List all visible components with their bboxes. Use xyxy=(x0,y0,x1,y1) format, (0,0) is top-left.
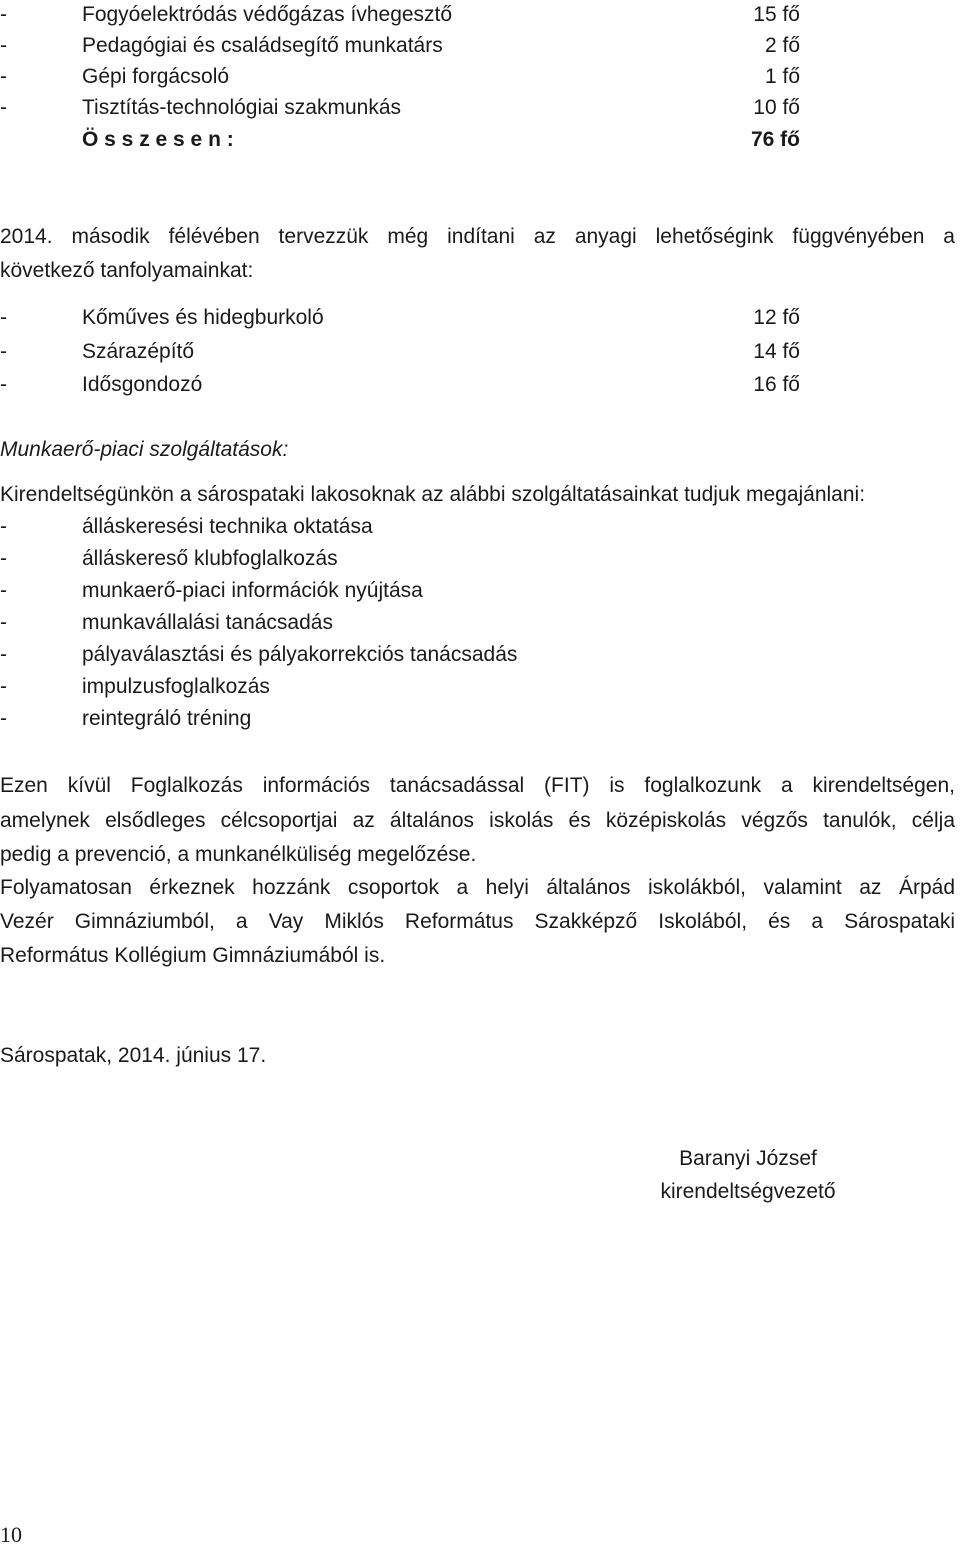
list-dash: - xyxy=(0,611,7,634)
list-dash: - xyxy=(0,675,7,698)
list-label: Fogyóelektródás védőgázas ívhegesztő xyxy=(82,3,453,26)
paragraph-line: Vezér Gimnáziumból, a Vay Miklós Református Szakképző Iskolából, és a Sárospataki xyxy=(0,910,955,933)
list-count: 2 fő xyxy=(764,34,800,57)
list-dash: - xyxy=(0,373,7,396)
list-label: Szárazépítő xyxy=(82,340,195,363)
list-count: 12 fő xyxy=(753,306,800,329)
list-dash: - xyxy=(0,579,7,602)
paragraph-line: Folyamatosan érkeznek hozzánk csoportok a helyi általános iskolákból, valamint az Árpád xyxy=(0,876,955,899)
list-dash: - xyxy=(0,547,7,570)
place-date: Sárospatak, 2014. június 17. xyxy=(0,1044,267,1067)
list-dash: - xyxy=(0,65,7,88)
list-count: 15 fő xyxy=(753,3,800,26)
list-label: álláskereső klubfoglalkozás xyxy=(82,547,338,570)
list-label: impulzusfoglalkozás xyxy=(82,675,270,698)
list-label: Kőműves és hidegburkoló xyxy=(82,306,324,329)
list-label: Idősgondozó xyxy=(82,373,203,396)
list-dash: - xyxy=(0,643,7,666)
list-label: álláskeresési technika oktatása xyxy=(82,515,373,538)
list-dash: - xyxy=(0,340,7,363)
list-dash: - xyxy=(0,96,7,119)
list-dash: - xyxy=(0,306,7,329)
list-label: Tisztítás-technológiai szakmunkás xyxy=(82,96,402,119)
list-count: 1 fő xyxy=(764,65,800,88)
paragraph-line: Ezen kívül Foglalkozás információs tanácsadással (FIT) is foglalkozunk a kirendeltségen, xyxy=(0,774,955,797)
list-count: 10 fő xyxy=(753,96,800,119)
signature-name: Baranyi József xyxy=(679,1147,817,1170)
list-label: pályaválasztási és pályakorrekciós tanácsadás xyxy=(82,643,518,666)
list-count: 14 fő xyxy=(753,340,800,363)
paragraph-line: 2014. második félévében tervezzük még indítani az anyagi lehetőségink függvényében a xyxy=(0,225,955,248)
list-label: Gépi forgácsoló xyxy=(82,65,230,88)
list-label: munkaerő-piaci információk nyújtása xyxy=(82,579,423,602)
total-label: Ö s s z e s e n : xyxy=(82,128,234,151)
list-label: reintegráló tréning xyxy=(82,707,252,730)
paragraph-line: Kirendeltségünkön a sárospataki lakosoknak az alábbi szolgáltatásainkat tudjuk megajánlani: xyxy=(0,483,866,506)
paragraph-line: pedig a prevenció, a munkanélküliség megelőzése. xyxy=(0,843,477,866)
page-number: 10 xyxy=(0,1522,22,1547)
total-count: 76 fő xyxy=(750,128,800,151)
list-dash: - xyxy=(0,34,7,57)
signature-title: kirendeltségvezető xyxy=(660,1180,836,1203)
list-dash: - xyxy=(0,707,7,730)
section-heading: Munkaerő-piaci szolgáltatások: xyxy=(0,438,289,461)
list-label: Pedagógiai és családsegítő munkatárs xyxy=(82,34,443,57)
list-label: munkavállalási tanácsadás xyxy=(82,611,333,634)
paragraph-line: következő tanfolyamainkat: xyxy=(0,259,254,282)
list-dash: - xyxy=(0,515,7,538)
list-count: 16 fő xyxy=(753,373,800,396)
paragraph-line: amelynek elsődleges célcsoportjai az általános iskolás és középiskolás végzős tanulók, célja xyxy=(0,809,955,832)
paragraph-line: Református Kollégium Gimnáziumából is. xyxy=(0,944,386,967)
list-dash: - xyxy=(0,3,7,26)
